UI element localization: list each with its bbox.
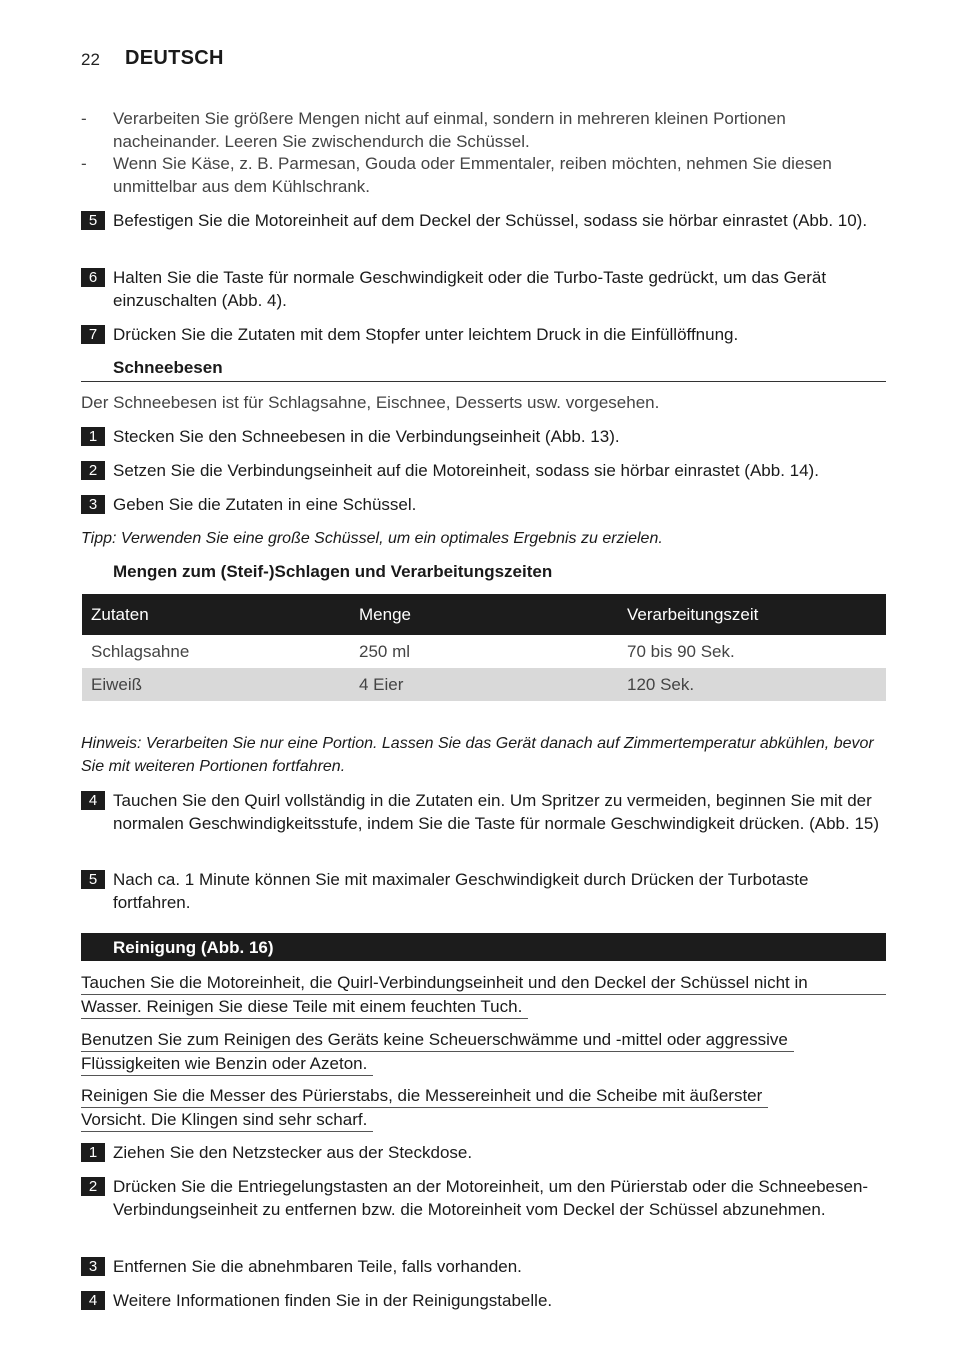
step-item	[81, 1289, 886, 1312]
language-heading: DEUTSCH	[125, 47, 224, 69]
step-item	[81, 266, 886, 312]
step-number: 7	[81, 325, 105, 344]
step-item	[81, 493, 886, 516]
table-row	[82, 635, 886, 668]
step-item	[81, 425, 886, 448]
section-bar-cleaning	[81, 933, 886, 961]
section-heading-table: Mengen zum (Steif-)Schlagen und Verarbeitungszeiten	[113, 562, 553, 581]
warning-paragraph	[81, 1084, 886, 1132]
bullet-item	[81, 107, 881, 153]
step-number: 4	[81, 1291, 105, 1310]
section-rule	[81, 381, 886, 382]
table-cell: Eiweiß	[82, 668, 350, 701]
table-header-row	[82, 594, 886, 635]
warning-line: Benutzen Sie zum Reinigen des Geräts keine Scheuerschwämme und -mittel oder aggressive	[81, 1028, 794, 1052]
step-text: Drücken Sie die Entriegelungstasten an der Motoreinheit, um den Pürierstab oder die Schneebesen-Verbindungseinheit zu entfernen bzw. die Motoreinheit vom Deckel der Schüssel abzunehmen.	[113, 1177, 869, 1219]
step-number: 5	[81, 870, 105, 889]
step-number: 3	[81, 1257, 105, 1276]
step-text: Setzen Sie die Verbindungseinheit auf die Motoreinheit, sodass sie hörbar einrastet (Abb. 14).	[113, 461, 819, 480]
bullet-dash: -	[81, 109, 87, 128]
step-text: Befestigen Sie die Motoreinheit auf dem Deckel der Schüssel, sodass sie hörbar einrastet (Abb. 10).	[113, 211, 868, 230]
step-text: Stecken Sie den Schneebesen in die Verbindungseinheit (Abb. 13).	[113, 427, 620, 446]
step-text: Drücken Sie die Zutaten mit dem Stopfer unter leichtem Druck in die Einfüllöffnung.	[113, 325, 739, 344]
bullet-text: Wenn Sie Käse, z. B. Parmesan, Gouda oder Emmentaler, reiben möchten, nehmen Sie diesen unmittelbar aus dem Kühlschrank.	[113, 154, 832, 196]
step-item	[81, 1175, 886, 1244]
warning-line: Tauchen Sie die Motoreinheit, die Quirl-Verbindungseinheit und den Deckel der Schüssel nicht in	[81, 971, 886, 995]
whisk-intro: Der Schneebesen ist für Schlagsahne, Eischnee, Desserts usw. vorgesehen.	[81, 393, 660, 412]
step-number: 2	[81, 461, 105, 480]
section-heading-whisk: Schneebesen	[113, 358, 223, 377]
step-text: Nach ca. 1 Minute können Sie mit maximaler Geschwindigkeit durch Drücken der Turbotaste fortfahren.	[113, 870, 809, 912]
table-header-cell: Verarbeitungszeit	[618, 594, 886, 635]
table-cell: 120 Sek.	[618, 668, 886, 701]
table-header-cell: Menge	[350, 594, 618, 635]
table-cell: Schlagsahne	[91, 641, 190, 661]
step-number: 2	[81, 1177, 105, 1196]
step-item	[81, 1141, 886, 1164]
warning-line: Vorsicht. Die Klingen sind sehr scharf.	[81, 1108, 373, 1132]
warning-paragraph	[81, 971, 886, 1019]
table-cell: 250 ml	[359, 641, 411, 661]
processing-table	[82, 594, 886, 701]
step-number: 1	[81, 427, 105, 446]
warning-line: Wasser. Reinigen Sie diese Teile mit einem feuchten Tuch.	[81, 995, 528, 1019]
step-item	[81, 209, 886, 255]
tip-text: Tipp: Verwenden Sie eine große Schüssel, um ein optimales Ergebnis zu erzielen.	[81, 530, 663, 547]
step-text: Halten Sie die Taste für normale Geschwindigkeit oder die Turbo-Taste gedrückt, um das Gerät einzuschalten (Abb. 4).	[113, 268, 827, 310]
page-number: 22	[81, 50, 100, 69]
step-number: 1	[81, 1143, 105, 1162]
section-bar-title: Reinigung (Abb. 16)	[113, 938, 274, 957]
step-number: 5	[81, 211, 105, 230]
step-number: 3	[81, 495, 105, 514]
table-cell: 70 bis 90 Sek.	[627, 641, 735, 661]
table-header-cell: Zutaten	[82, 594, 350, 635]
step-text: Ziehen Sie den Netzstecker aus der Steckdose.	[113, 1143, 473, 1162]
bullet-dash: -	[81, 154, 87, 173]
note-text: Hinweis: Verarbeiten Sie nur eine Portion. Lassen Sie das Gerät danach auf Zimmertemperatur abkühlen, bevor Sie mit weiteren Portionen fortfahren.	[81, 735, 874, 775]
step-text: Entfernen Sie die abnehmbaren Teile, falls vorhanden.	[113, 1257, 522, 1276]
step-item	[81, 789, 886, 858]
step-item	[81, 323, 886, 346]
bullet-text: Verarbeiten Sie größere Mengen nicht auf einmal, sondern in mehreren kleinen Portionen nacheinander. Leeren Sie zwischendurch die Schüssel.	[113, 109, 786, 151]
step-text: Tauchen Sie den Quirl vollständig in die Zutaten ein. Um Spritzer zu vermeiden, beginnen Sie mit der normalen Geschwindigkeitsstufe, indem Sie die Taste für normale Geschwindigkeit drücken. (Abb. 15)	[113, 791, 880, 833]
step-number: 6	[81, 268, 105, 287]
step-text: Weitere Informationen finden Sie in der Reinigungstabelle.	[113, 1291, 553, 1310]
table-row	[82, 668, 886, 701]
step-number: 4	[81, 791, 105, 810]
step-item	[81, 1255, 886, 1278]
table-cell: 4 Eier	[350, 668, 618, 701]
step-text: Geben Sie die Zutaten in eine Schüssel.	[113, 495, 417, 514]
bullet-item	[81, 152, 881, 198]
warning-paragraph	[81, 1028, 886, 1076]
step-item	[81, 868, 886, 914]
warning-line: Flüssigkeiten wie Benzin oder Azeton.	[81, 1052, 373, 1076]
step-item	[81, 459, 886, 482]
warning-line: Reinigen Sie die Messer des Pürierstabs, die Messereinheit und die Scheibe mit äußerster	[81, 1084, 768, 1108]
